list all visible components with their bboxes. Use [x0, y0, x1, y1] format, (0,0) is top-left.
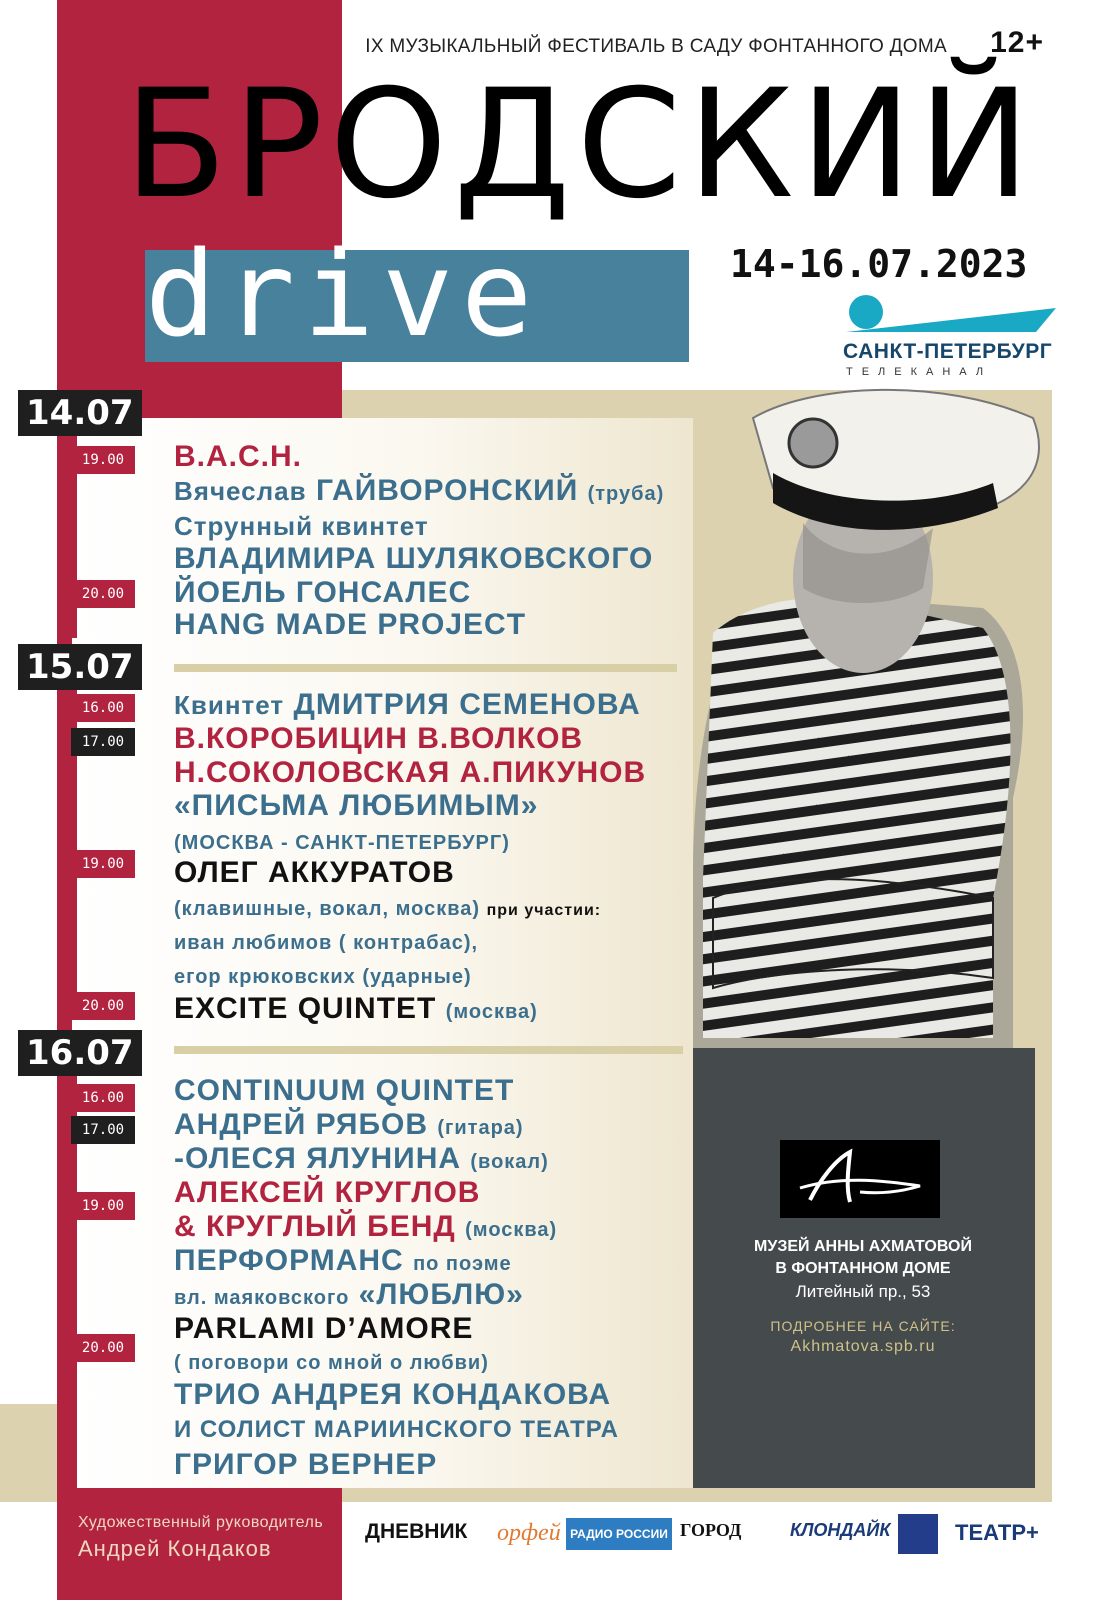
time-slot: 20.00: [71, 992, 135, 1020]
tv-channel-logo: [846, 292, 1056, 338]
tv-channel-subtitle: ТЕЛЕКАНАЛ: [846, 366, 993, 378]
performer-line: Н.СОКОЛОВСКАЯ А.ПИКУНОВ: [174, 756, 647, 789]
performer-line: EXCITE QUINTET (москва): [174, 992, 538, 1025]
performer-line: ОЛЕГ АККУРАТОВ: [174, 856, 455, 889]
time-slot: 20.00: [71, 580, 135, 608]
performer-line: Струнный квинтет: [174, 511, 429, 541]
left-beige-block: [0, 1404, 57, 1502]
director-label: Художественный руководитель: [78, 1514, 324, 1531]
performer-line: PARLAMI D’AMORE: [174, 1312, 474, 1345]
sponsor-logo: КЛОНДАЙК: [790, 1520, 891, 1540]
tv-channel-name: САНКТ-ПЕТЕРБУРГ: [843, 340, 1053, 363]
time-slot: 16.00: [71, 1084, 135, 1112]
performer-line: ГРИГОР ВЕРНЕР: [174, 1448, 438, 1481]
day-badge: 16.07: [18, 1030, 142, 1076]
title-main: БРОДСКИЙ: [124, 58, 1037, 232]
performer-line: иван любимов ( контрабас),: [174, 932, 479, 954]
performer-line: ЙОЕЛЬ ГОНСАЛЕС: [174, 576, 472, 609]
time-slot: 16.00: [71, 694, 135, 722]
festival-line: IX МУЗЫКАЛЬНЫЙ ФЕСТИВАЛЬ В САДУ ФОНТАННОГО ДОМА: [365, 36, 947, 57]
performer-line: ПЕРФОРМАНС по поэме: [174, 1244, 512, 1277]
time-slot: 17.00: [71, 728, 135, 756]
performer-line: CONTINUUM QUINTET: [174, 1074, 515, 1107]
performer-line: Квинтет ДМИТРИЯ СЕМЕНОВА: [174, 688, 641, 721]
performer-line: Вячеслав ГАЙВОРОНСКИЙ (труба): [174, 474, 665, 507]
performer-line: В.КОРОБИЦИН В.ВОЛКОВ: [174, 722, 584, 755]
sponsor-logo: [898, 1514, 938, 1554]
performer-line: ( поговори со мной о любви): [174, 1352, 489, 1374]
sponsor-logo: ТЕАТР+: [955, 1520, 1039, 1545]
museum-address: Литейный пр., 53: [795, 1282, 931, 1301]
performer-line: HANG MADE PROJECT: [174, 608, 527, 641]
day-badge: 14.07: [18, 390, 142, 436]
director-name: Андрей Кондаков: [78, 1536, 272, 1561]
museum-more-label: ПОДРОБНЕЕ НА САЙТЕ:: [770, 1318, 956, 1334]
sponsor-logo: орфей: [497, 1520, 561, 1546]
performer-line: & КРУГЛЫЙ БЕНД (москва): [174, 1210, 558, 1243]
time-slot: 19.00: [71, 850, 135, 878]
museum-name: МУЗЕЙ АННЫ АХМАТОВОЙ В ФОНТАННОМ ДОМЕ: [754, 1238, 972, 1277]
time-slot: 19.00: [71, 446, 135, 474]
day-separator: [174, 664, 677, 672]
museum-logo: [780, 1140, 940, 1218]
performer-line: ТРИО АНДРЕЯ КОНДАКОВА: [174, 1378, 612, 1411]
time-slot: 20.00: [71, 1334, 135, 1362]
performer-line: (МОСКВА - САНКТ-ПЕТЕРБУРГ): [174, 832, 510, 854]
performer-line: (клавишные, вокал, москва) при участии:: [174, 898, 602, 920]
sailor-photo: [693, 378, 1063, 1068]
sponsor-logo: РАДИО РОССИИ: [566, 1518, 672, 1550]
day-badge: 15.07: [18, 644, 142, 690]
festival-dates: 14-16.07.2023: [730, 242, 1028, 286]
day-separator: [174, 1046, 683, 1054]
performer-line: И СОЛИСТ МАРИИНСКОГО ТЕАТРА: [174, 1416, 620, 1443]
time-slot: 17.00: [71, 1116, 135, 1144]
performer-line: ВЛАДИМИРА ШУЛЯКОВСКОГО: [174, 542, 654, 575]
performer-line: АНДРЕЙ РЯБОВ (гитара): [174, 1108, 524, 1141]
performer-line: -ОЛЕСЯ ЯЛУНИНА (вокал): [174, 1142, 549, 1175]
performer-line: АЛЕКСЕЙ КРУГЛОВ: [174, 1176, 481, 1209]
performer-line: В.А.С.Н.: [174, 440, 302, 473]
museum-site-link[interactable]: Akhmatova.spb.ru: [790, 1338, 936, 1355]
time-slot: 19.00: [71, 1192, 135, 1220]
title-sub: drive: [145, 225, 541, 363]
performer-line: «ПИСЬМА ЛЮБИМЫМ»: [174, 789, 539, 822]
sponsor-logo: ДНЕВНИК: [365, 1520, 468, 1543]
age-rating: 12+: [990, 26, 1044, 59]
performer-line: егор крюковских (ударные): [174, 966, 472, 988]
performer-line: вл. маяковского «ЛЮБЛЮ»: [174, 1278, 524, 1311]
sponsor-logo: ГОРОД: [680, 1520, 742, 1540]
